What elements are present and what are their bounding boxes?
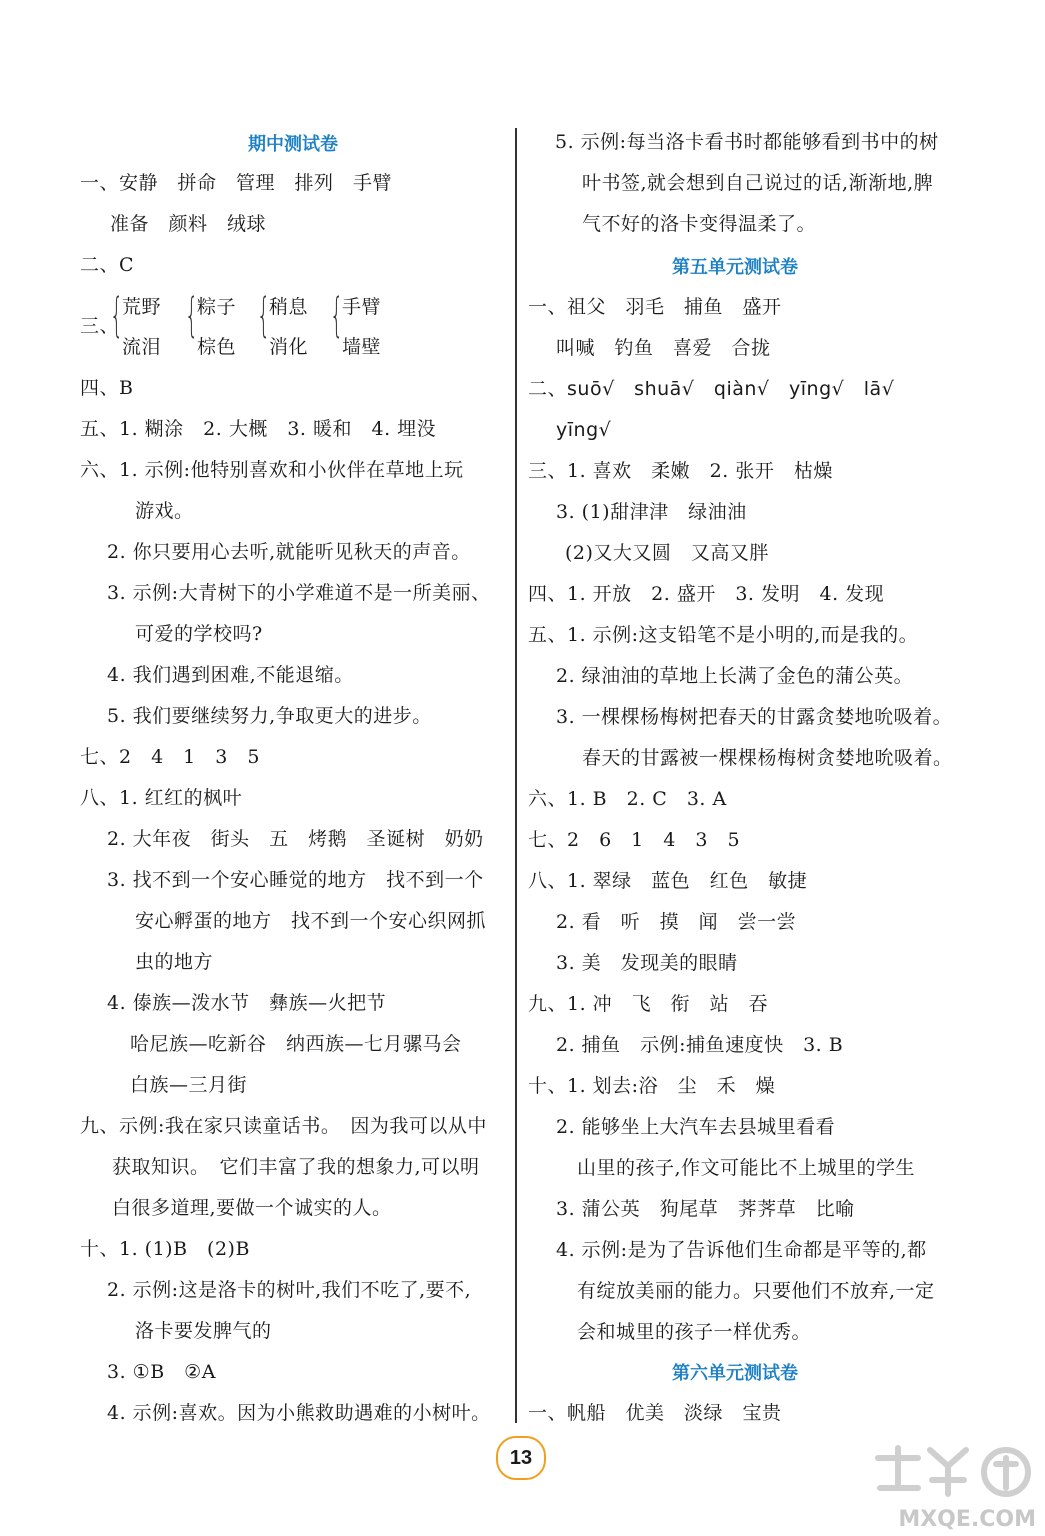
answer-line: 4. 傣族—泼水节 彝族—火把节 [107, 992, 387, 1014]
answer-line: 3. (1)甜津津 绿油油 [556, 501, 747, 523]
san-word: 粽子 [197, 296, 237, 318]
san-word: 棕色 [197, 336, 237, 358]
answer-line: 七、2 6 1 4 3 5 [528, 829, 741, 851]
answer-line: 安心孵蛋的地方 找不到一个安心织网抓 [135, 910, 487, 932]
answer-line: 四、B [80, 377, 134, 399]
san-word: 稍息 [269, 296, 309, 318]
answer-line: 2. 看 听 摸 闻 尝一尝 [556, 911, 797, 933]
answer-line: 春天的甘露被一棵棵杨梅树贪婪地吮吸着。 [582, 747, 953, 769]
answer-line: 气不好的洛卡变得温柔了。 [582, 213, 817, 235]
answer-line: 洛卡要发脾气的 [135, 1320, 272, 1342]
answer-line: 四、1. 开放 2. 盛开 3. 发明 4. 发现 [528, 583, 885, 605]
san-word: 墙壁 [342, 336, 382, 358]
answer-line: 山里的孩子,作文可能比不上城里的学生 [577, 1157, 916, 1179]
answer-line: 十、1. 划去:浴 尘 禾 燥 [528, 1075, 776, 1097]
brace-icon: { [110, 288, 124, 342]
san-word: 荒野 [122, 296, 162, 318]
answer-line: 叶书签,就会想到自己说过的话,渐渐地,脾 [582, 172, 934, 194]
answer-line: (2)又大又圆 又高又胖 [565, 542, 769, 564]
answer-line: 八、1. 红红的枫叶 [80, 787, 243, 809]
san-label: 三、 [80, 315, 120, 337]
unit5-heading: 第五单元测试卷 [672, 257, 798, 278]
answer-line: 虫的地方 [135, 951, 214, 973]
san-word: 消化 [269, 336, 309, 358]
answer-line: 会和城里的孩子一样优秀。 [577, 1321, 812, 1343]
answer-line: 2. 你只要用心去听,就能听见秋天的声音。 [107, 541, 471, 563]
answer-line: yīng√ [556, 419, 612, 441]
san-word: 流泪 [122, 336, 162, 358]
page-number: 13 [496, 1436, 546, 1480]
answer-line: 有绽放美丽的能力。只要他们不放弃,一定 [577, 1280, 935, 1302]
answer-line: 5. 示例:每当洛卡看书时都能够看到书中的树 [555, 131, 939, 153]
answer-line: 哈尼族—吃新谷 纳西族—七月骡马会 [130, 1033, 462, 1055]
answer-line: 准备 颜料 绒球 [110, 213, 267, 235]
answer-line: 3. 一棵棵杨梅树把春天的甘露贪婪地吮吸着。 [556, 706, 953, 728]
answer-line: 六、1. 示例:他特别喜欢和小伙伴在草地上玩 [80, 459, 464, 481]
brace-icon: { [257, 288, 271, 342]
answer-line: 2. 能够坐上大汽车去县城里看看 [556, 1116, 836, 1138]
answer-line: 三、1. 喜欢 柔嫩 2. 张开 枯燥 [528, 460, 833, 482]
answer-line: 五、1. 示例:这支铅笔不是小明的,而是我的。 [528, 624, 919, 646]
answer-line: 3. ①B ②A [107, 1361, 216, 1383]
svg-text:MXQE.COM: MXQE.COM [898, 1507, 1036, 1532]
answer-line: 七、2 4 1 3 5 [80, 746, 260, 768]
answer-line: 3. 蒲公英 狗尾草 荠荠草 比喻 [556, 1198, 855, 1220]
unit6-heading: 第六单元测试卷 [672, 1363, 798, 1384]
brace-icon: { [330, 288, 344, 342]
answer-line: 游戏。 [135, 500, 194, 522]
answer-line: 5. 我们要继续努力,争取更大的进步。 [107, 705, 432, 727]
answer-line: 2. 大年夜 街头 五 烤鹅 圣诞树 奶奶 [107, 828, 484, 850]
answer-line: 九、1. 冲 飞 衔 站 吞 [528, 993, 769, 1015]
answer-line: 白很多道理,要做一个诚实的人。 [112, 1197, 392, 1219]
answer-line: 3. 美 发现美的眼睛 [556, 952, 738, 974]
answer-line: 一、祖父 羽毛 捕鱼 盛开 [528, 296, 782, 318]
brace-icon: { [185, 288, 199, 342]
answer-line: 4. 示例:是为了告诉他们生命都是平等的,都 [556, 1239, 927, 1261]
answer-line: 2. 绿油油的草地上长满了金色的蒲公英。 [556, 665, 914, 687]
column-divider [515, 128, 517, 1423]
answer-line: 4. 示例:喜欢。因为小熊救助遇难的小树叶。 [107, 1402, 491, 1424]
answer-line: 2. 捕鱼 示例:捕鱼速度快 3. B [556, 1034, 844, 1056]
answer-line: 一、安静 拼命 管理 排列 手臂 [80, 172, 393, 194]
answer-line: 白族—三月街 [130, 1074, 248, 1096]
answer-line: 五、1. 糊涂 2. 大概 3. 暖和 4. 埋没 [80, 418, 437, 440]
answer-line: 4. 我们遇到困难,不能退缩。 [107, 664, 354, 686]
answer-line: 可爱的学校吗? [135, 623, 263, 645]
answer-line: 九、示例:我在家只读童话书。 因为我可以从中 [80, 1115, 487, 1137]
answer-line: 二、suō√ shuā√ qiàn√ yīng√ lā√ [528, 378, 895, 400]
midterm-heading: 期中测试卷 [248, 134, 338, 155]
answer-line: 八、1. 翠绿 蓝色 红色 敏捷 [528, 870, 808, 892]
answer-line: 六、1. B 2. C 3. A [528, 788, 727, 810]
answer-line: 获取知识。 它们丰富了我的想象力,可以明 [112, 1156, 480, 1178]
answer-line: 二、C [80, 254, 135, 276]
answer-line: 3. 找不到一个安心睡觉的地方 找不到一个 [107, 869, 484, 891]
san-word: 手臂 [342, 296, 382, 318]
watermark-logo [868, 1440, 1038, 1532]
answer-line: 叫喊 钓鱼 喜爱 合拢 [556, 337, 771, 359]
answer-line: 3. 示例:大青树下的小学难道不是一所美丽、 [107, 582, 491, 604]
answer-line: 十、1. (1)B (2)B [80, 1238, 250, 1260]
answer-line: 一、帆船 优美 淡绿 宝贵 [528, 1402, 782, 1424]
answer-line: 2. 示例:这是洛卡的树叶,我们不吃了,要不, [107, 1279, 472, 1301]
